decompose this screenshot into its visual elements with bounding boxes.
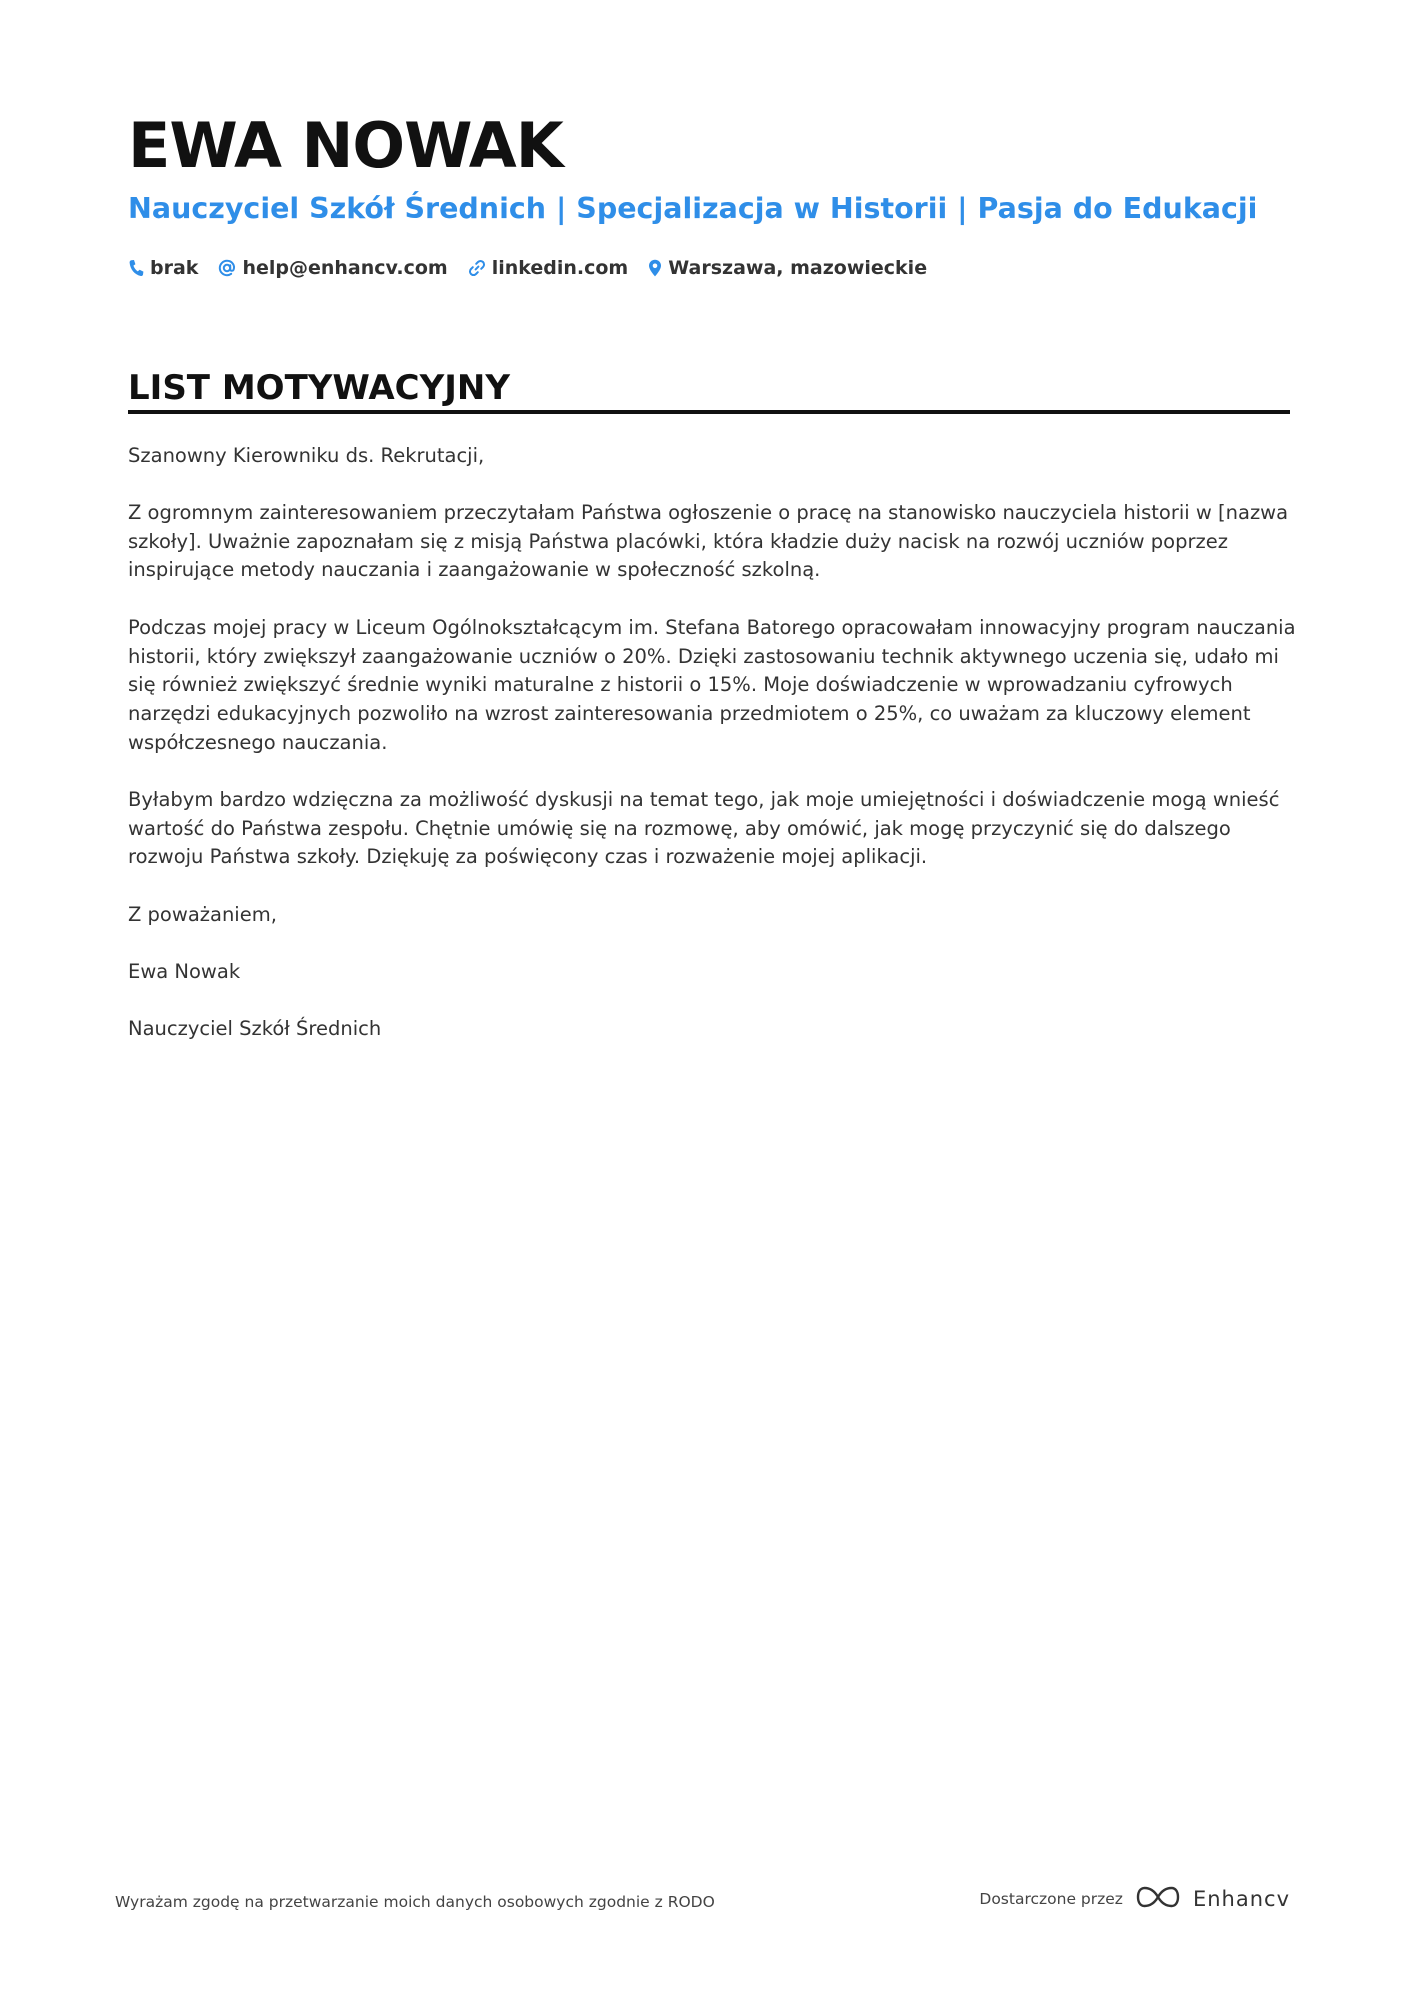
section-divider: [128, 410, 1290, 414]
contact-phone-text: brak: [150, 257, 199, 279]
contact-email[interactable]: [218, 257, 447, 279]
letter-greeting: Szanowny Kierowniku ds. Rekrutacji,: [128, 444, 485, 467]
contact-location-text: Warszawa, mazowieckie: [668, 257, 928, 279]
signature-name: Ewa Nowak: [128, 960, 241, 983]
powered-by-badge[interactable]: [979, 1882, 1290, 1916]
signature-title: Nauczyciel Szkół Średnich: [128, 1017, 382, 1040]
brand-name: Enhancv: [1192, 1887, 1290, 1911]
enhancv-logo-icon: [1135, 1884, 1181, 1914]
letter-paragraph-3: Byłabym bardzo wdzięczna za możliwość dyskusji na temat tego, jak moje umiejętności i doświadczenie mogą wnieść wartość do Państwa zespołu. Chętnie umówię się na rozmowę, aby omówić, jak mogę przyczynić się do dalszego rozwoju Państwa szkoły. Dziękuję za poświęcony czas i rozważenie mojej aplikacji.: [128, 788, 1280, 869]
letter-paragraph-1: Z ogromnym zainteresowaniem przeczytałam Państwa ogłoszenie o pracę na stanowisko nauczyciela historii w [nazwa szkoły]. Uważnie zapoznałam się z misją Państwa placówki, która kładzie duży nacisk na rozwój uczniów poprzez inspirujące metody nauczania i zaangażowanie w społeczność szkolną.: [128, 501, 1289, 582]
contact-phone: [128, 257, 198, 279]
contact-location: [648, 257, 927, 279]
powered-by-label: Dostarczone przez: [979, 1890, 1123, 1908]
letter-closing: Z poważaniem,: [128, 903, 277, 926]
section-title: LIST MOTYWACYJNY: [128, 368, 510, 408]
gdpr-consent-note: Wyrażam zgodę na przetwarzanie moich danych osobowych zgodnie z RODO: [115, 1893, 715, 1911]
letter-paragraph-2: Podczas mojej pracy w Liceum Ogólnokształcącym im. Stefana Batorego opracowałam innowacyjny program nauczania historii, który zwiększył zaangażowanie uczniów o 20%. Dzięki zastosowaniu technik aktywnego uczenia się, udało mi się również zwiększyć średnie wyniki maturalne z historii o 15%. Moje doświadczenie w wprowadzaniu cyfrowych narzędzi edukacyjnych pozwoliło na wzrost zainteresowania przedmiotem o 25%, co uważam za kluczowy element współczesnego nauczania.: [128, 616, 1296, 754]
location-pin-icon: [648, 259, 662, 277]
contact-email-text: help@enhancv.com: [242, 257, 448, 279]
contact-bar: [128, 253, 927, 283]
phone-icon: [128, 259, 144, 277]
at-icon: [218, 259, 236, 277]
contact-linkedin[interactable]: [468, 257, 629, 279]
candidate-headline: Nauczyciel Szkół Średnich | Specjalizacja w Historii | Pasja do Edukacji: [128, 192, 1258, 225]
candidate-name: EWA NOWAK: [128, 109, 563, 182]
link-icon: [468, 259, 486, 277]
contact-linkedin-text: linkedin.com: [491, 257, 629, 279]
